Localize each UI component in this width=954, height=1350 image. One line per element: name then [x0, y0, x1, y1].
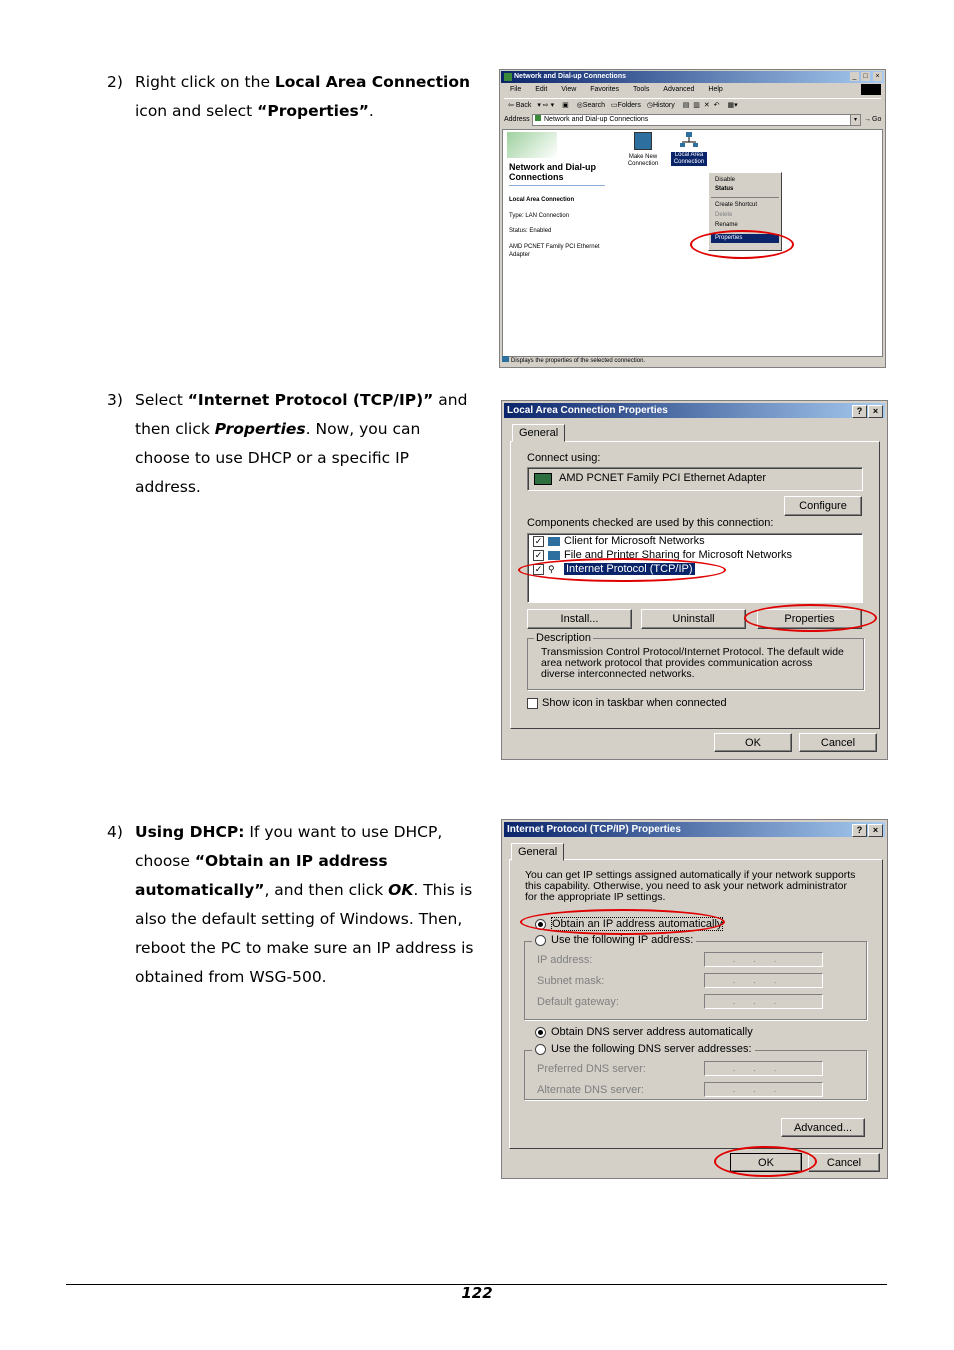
- connect-using-label: Connect using:: [527, 452, 601, 464]
- network-card-icon: [534, 473, 552, 485]
- alternate-dns-label: Alternate DNS server:: [537, 1084, 644, 1096]
- close-button[interactable]: ×: [873, 72, 882, 81]
- views-icon[interactable]: ▦▾: [727, 102, 738, 109]
- move-to-icon[interactable]: ▤: [682, 102, 690, 109]
- step-bold: Local Area Connection: [274, 73, 470, 91]
- components-list: [527, 533, 863, 603]
- network-icon: [504, 73, 512, 81]
- page-number: 122: [461, 1284, 493, 1302]
- menu-rename[interactable]: Rename: [715, 222, 738, 228]
- step-text: . Now, you can choose to use DHCP or a specific IP address.: [135, 420, 421, 496]
- step-bold: Using DHCP:: [135, 823, 245, 841]
- menu-disable[interactable]: Disable: [715, 177, 736, 183]
- menu-properties[interactable]: Properties: [711, 234, 779, 243]
- lan-icon: [680, 132, 698, 148]
- preferred-dns-input[interactable]: ...: [704, 1061, 823, 1076]
- address-bar: [504, 113, 881, 126]
- cancel-button[interactable]: Cancel: [799, 733, 877, 752]
- dialog-title: Internet Protocol (TCP/IP) Properties: [507, 824, 681, 835]
- component-label: File and Printer Sharing for Microsoft Networks: [564, 549, 793, 561]
- menu-delete[interactable]: Delete: [715, 212, 733, 218]
- obtain-ip-label: Obtain an IP address automatically: [552, 918, 723, 930]
- gateway-input[interactable]: ...: [704, 994, 823, 1009]
- go-button[interactable]: Go: [872, 116, 882, 123]
- step-text: Right click on the: [135, 73, 275, 91]
- window-title: Network and Dial-up Connections: [514, 73, 627, 80]
- connection-status: Status: Enabled: [509, 228, 552, 234]
- intro-text: You can get IP settings assigned automatically if your network supports this capability. Otherwise, you need to ask your network administrator for the appropriate IP settings.: [525, 869, 856, 903]
- menu-favorites[interactable]: Favorites: [590, 86, 620, 93]
- connection-adapter: AMD PCNET Family PCI Ethernet Adapter: [509, 244, 600, 258]
- protocol-icon: ⚲: [548, 563, 555, 574]
- components-label: Components checked are used by this connection:: [527, 517, 774, 529]
- adapter-name: AMD PCNET Family PCI Ethernet Adapter: [559, 472, 767, 484]
- step-text: . This is also the default setting of Windows. Then, reboot the PC to make sure an IP address is obtained from WSG-500.: [135, 881, 474, 986]
- step-2-text: [107, 68, 477, 126]
- restore-button[interactable]: □: [861, 72, 870, 81]
- help-button[interactable]: ?: [852, 405, 867, 418]
- context-menu: [708, 172, 782, 251]
- checkbox-checked-icon[interactable]: ✓: [534, 549, 543, 560]
- alternate-dns-input[interactable]: ...: [704, 1082, 823, 1097]
- step-3-text: [107, 386, 477, 502]
- undo-icon[interactable]: ↶: [713, 102, 720, 109]
- obtain-dns-option[interactable]: [535, 1026, 753, 1038]
- toolbar: [504, 98, 881, 112]
- lan-properties-dialog: [501, 400, 888, 760]
- back-button[interactable]: Back: [515, 102, 532, 109]
- step-text: If you want to use DHCP, choose: [135, 823, 443, 870]
- step-number: 2): [107, 73, 123, 91]
- printer-icon: [548, 551, 560, 560]
- subnet-mask-input[interactable]: ...: [704, 973, 823, 988]
- forward-arrow-icon[interactable]: ▾ ⇨ ▾: [537, 102, 555, 109]
- step-text: icon and select: [135, 102, 258, 120]
- step-text: .: [368, 102, 374, 120]
- step-bold: “Obtain an IP address automatically”: [135, 852, 388, 899]
- show-icon-label: Show icon in taskbar when connected: [542, 697, 727, 709]
- radio-selected-icon[interactable]: [535, 919, 546, 930]
- ip-address-label: IP address:: [537, 954, 593, 966]
- preferred-dns-label: Preferred DNS server:: [537, 1063, 646, 1075]
- folder-banner-image: [507, 132, 557, 158]
- use-dns-option[interactable]: [532, 1043, 755, 1055]
- address-dropdown-button[interactable]: ▾: [850, 114, 861, 126]
- use-ip-label: Use the following IP address:: [551, 934, 694, 946]
- folder-heading: Network and Dial-up Connections: [509, 162, 597, 182]
- local-area-connection-icon-item[interactable]: [671, 132, 707, 166]
- use-dns-label: Use the following DNS server addresses:: [551, 1043, 752, 1055]
- configure-button[interactable]: Configure: [784, 496, 862, 516]
- step-bold-italic: Properties: [214, 420, 306, 438]
- gateway-label: Default gateway:: [537, 996, 619, 1008]
- lan-label: Local Area Connection: [671, 152, 707, 166]
- close-button[interactable]: ×: [868, 405, 883, 418]
- advanced-button[interactable]: Advanced...: [781, 1118, 865, 1137]
- description-label: Description: [536, 632, 592, 644]
- menu-status[interactable]: Status: [715, 186, 734, 192]
- step-bold-italic: OK: [388, 881, 414, 899]
- new-connection-label: Make New Connection: [627, 154, 659, 167]
- menu-advanced[interactable]: Advanced: [663, 86, 695, 93]
- obtain-ip-option[interactable]: [535, 918, 723, 930]
- component-tcpip[interactable]: [533, 563, 695, 575]
- folders-button[interactable]: Folders: [617, 102, 641, 109]
- connection-name: Local Area Connection: [509, 197, 575, 203]
- network-connections-window: [499, 69, 886, 368]
- dialog-title: Local Area Connection Properties: [507, 405, 668, 416]
- component-label: Internet Protocol (TCP/IP): [566, 563, 693, 575]
- use-ip-option[interactable]: [532, 934, 696, 946]
- delete-icon[interactable]: ✕: [703, 102, 710, 109]
- address-input[interactable]: [532, 114, 852, 126]
- step-number: 4): [107, 823, 123, 841]
- step-text: and then click: [135, 391, 468, 438]
- search-button[interactable]: Search: [582, 102, 605, 109]
- search-icon[interactable]: ◎: [576, 102, 583, 109]
- step-bold: “Internet Protocol (TCP/IP)”: [187, 391, 434, 409]
- menu-create-shortcut[interactable]: Create Shortcut: [715, 202, 758, 208]
- step-number: 3): [107, 391, 123, 409]
- status-bar: [502, 356, 883, 366]
- subnet-mask-label: Subnet mask:: [537, 975, 605, 987]
- menu-bar: [504, 84, 729, 96]
- menu-view[interactable]: View: [561, 86, 577, 93]
- radio-selected-icon[interactable]: [535, 1027, 546, 1038]
- heading-divider: [509, 185, 605, 186]
- copy-to-icon[interactable]: ▥: [693, 102, 700, 109]
- connection-type: Type: LAN Connection: [509, 213, 570, 219]
- ok-button[interactable]: OK: [714, 733, 792, 752]
- radio-unselected-icon[interactable]: [535, 1044, 546, 1055]
- make-new-connection[interactable]: [626, 132, 660, 168]
- title-bar: [501, 71, 884, 83]
- description-text: Transmission Control Protocol/Internet Protocol. The default wide area network protocol that provides communication across diverse interconnected networks.: [541, 646, 844, 680]
- menu-tools[interactable]: Tools: [633, 86, 650, 93]
- up-folder-icon[interactable]: ▣: [562, 102, 569, 109]
- windows-logo-icon: [861, 84, 881, 95]
- checkbox-unchecked-icon[interactable]: [527, 698, 538, 709]
- tab-general[interactable]: General: [511, 843, 564, 861]
- menu-edit[interactable]: Edit: [535, 86, 548, 93]
- minimize-button[interactable]: _: [850, 72, 859, 81]
- step-4-text: [107, 818, 477, 992]
- computer-icon: [548, 537, 560, 546]
- step-bold: “Properties”: [257, 102, 369, 120]
- help-button[interactable]: ?: [852, 824, 867, 837]
- history-button[interactable]: History: [652, 102, 675, 109]
- component-client[interactable]: [533, 535, 705, 547]
- show-icon-option[interactable]: [527, 697, 727, 709]
- title-bar: [504, 403, 885, 418]
- menu-file[interactable]: File: [510, 86, 522, 93]
- adapter-field: [527, 467, 863, 491]
- folders-icon[interactable]: ▭: [610, 102, 618, 109]
- title-bar: [504, 822, 885, 837]
- history-icon[interactable]: ◷: [646, 102, 653, 109]
- obtain-dns-label: Obtain DNS server address automatically: [551, 1026, 753, 1038]
- checkbox-checked-icon[interactable]: ✓: [534, 563, 543, 574]
- ip-address-input[interactable]: ...: [704, 952, 823, 967]
- back-arrow-icon[interactable]: ⇦: [508, 102, 514, 109]
- ok-button[interactable]: OK: [730, 1153, 802, 1172]
- folder-content: [502, 129, 883, 357]
- tab-general[interactable]: General: [512, 424, 565, 442]
- address-value: Network and Dial-up Connections: [544, 116, 649, 123]
- component-label: Client for Microsoft Networks: [564, 535, 705, 547]
- step-text: Select: [135, 391, 188, 409]
- radio-unselected-icon[interactable]: [535, 935, 546, 946]
- install-button[interactable]: Install...: [527, 609, 632, 629]
- status-text: Displays the properties of the selected connection.: [511, 358, 646, 364]
- close-button[interactable]: ×: [868, 824, 883, 837]
- menu-help[interactable]: Help: [708, 86, 723, 93]
- cancel-button[interactable]: Cancel: [808, 1153, 880, 1172]
- properties-button[interactable]: Properties: [757, 609, 862, 629]
- menu-separator: [711, 197, 779, 198]
- new-connection-icon: [634, 132, 652, 150]
- component-file-sharing[interactable]: [533, 549, 792, 561]
- go-arrow-icon[interactable]: →: [864, 116, 871, 123]
- tcpip-properties-dialog: [501, 819, 888, 1179]
- checkbox-checked-icon[interactable]: ✓: [534, 535, 543, 546]
- status-icon: [502, 356, 509, 362]
- address-label: Address: [504, 116, 530, 123]
- step-text: , and then click: [264, 881, 389, 899]
- network-icon: [535, 115, 541, 121]
- uninstall-button[interactable]: Uninstall: [641, 609, 746, 629]
